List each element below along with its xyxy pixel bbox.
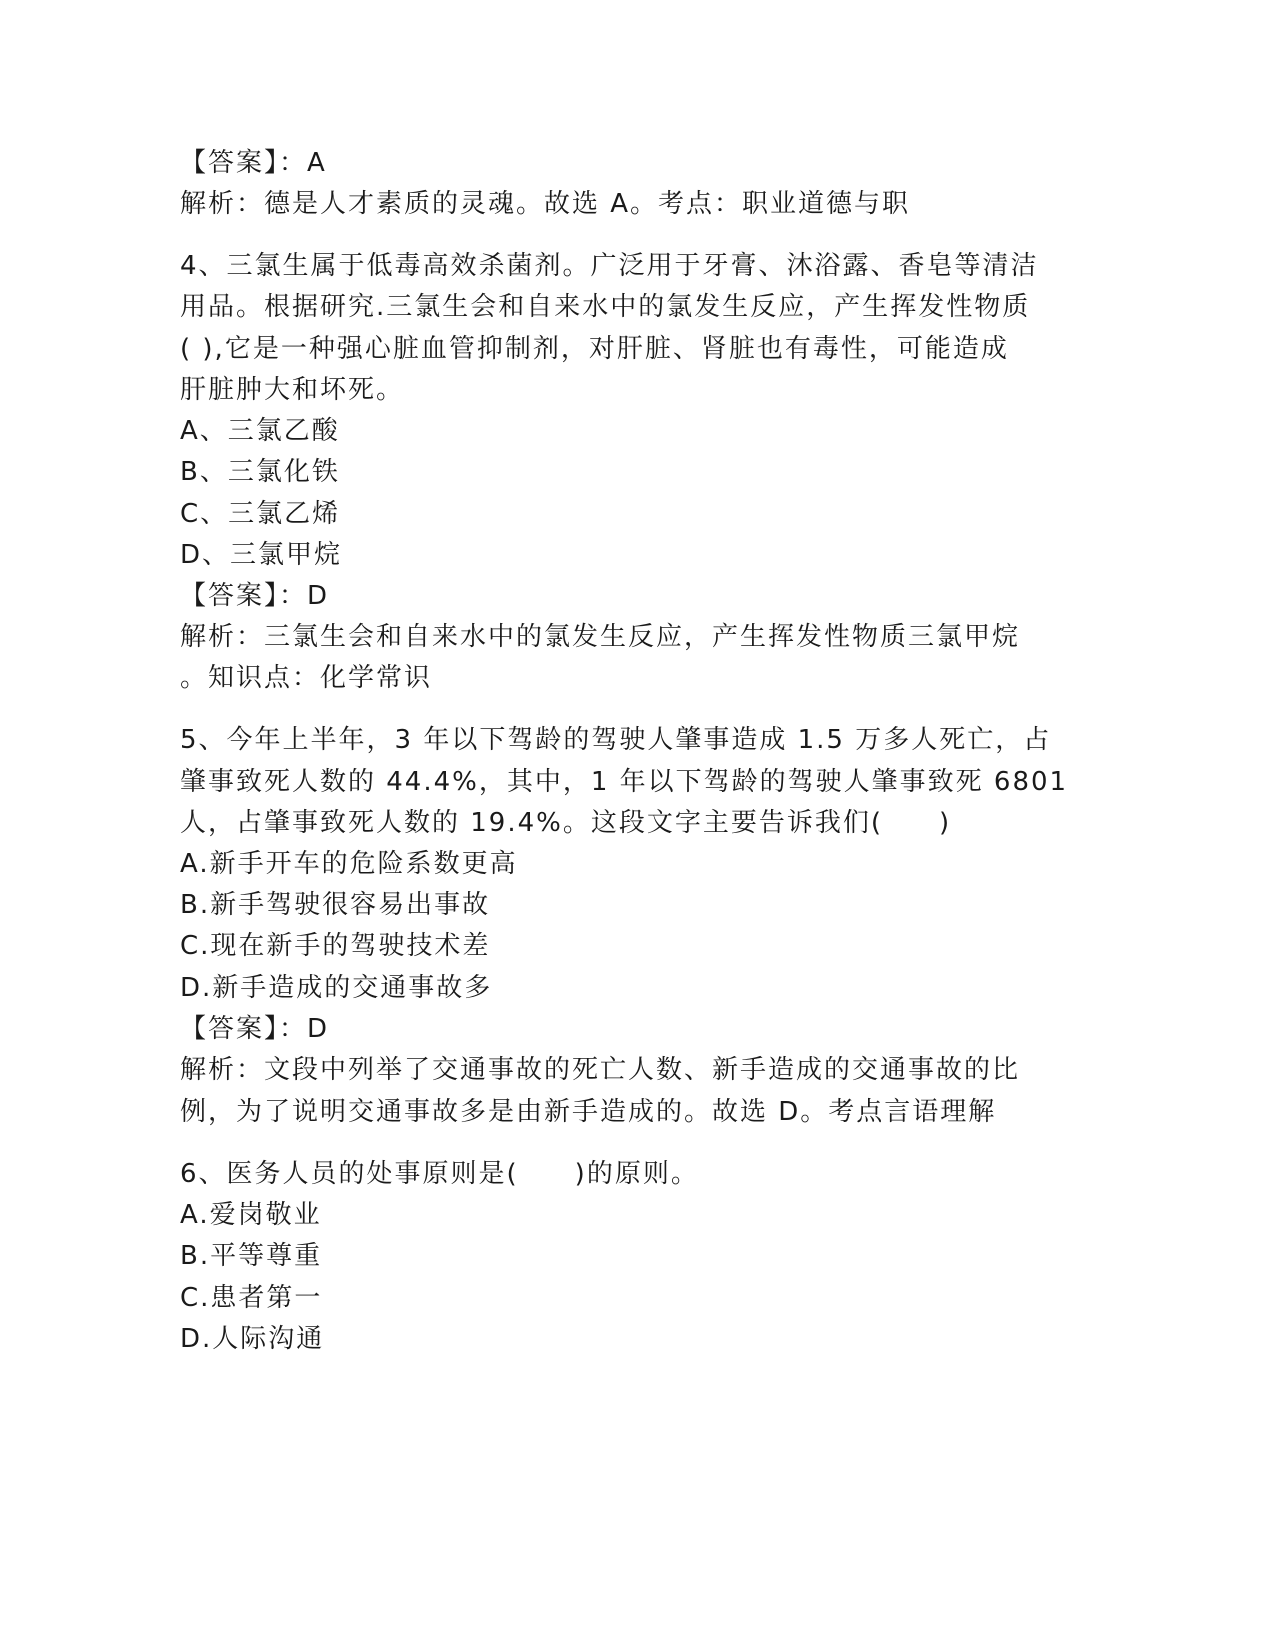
option-a: A.爱岗敬业 — [180, 1200, 322, 1230]
answer-line: 【答案】：D — [180, 1014, 330, 1044]
question-stem-line: 用品。根据研究.三氯生会和自来水中的氯发生反应，产生挥发性物质 — [180, 292, 1031, 322]
option-c: C.患者第一 — [180, 1283, 323, 1313]
option-d: D、三氯甲烷 — [180, 540, 343, 570]
option-d: D.人际沟通 — [180, 1324, 325, 1354]
option-d: D.新手造成的交通事故多 — [180, 973, 493, 1003]
answer-line: 【答案】：D — [180, 581, 330, 611]
analysis-line: 。知识点：化学常识 — [180, 663, 433, 693]
option-a: A、三氯乙酸 — [180, 416, 340, 446]
option-b: B.平等尊重 — [180, 1241, 323, 1271]
option-a: A.新手开车的危险系数更高 — [180, 849, 518, 879]
option-c: C、三氯乙烯 — [180, 499, 341, 529]
answer-line: 【答案】：A — [180, 148, 327, 178]
question-stem-line: ( ),它是一种强心脏血管抑制剂，对肝脏、肾脏也有毒性，可能造成 — [180, 334, 1009, 364]
analysis-line: 解析：三氯生会和自来水中的氯发生反应，产生挥发性物质三氯甲烷 — [180, 622, 1021, 652]
option-b: B.新手驾驶很容易出事故 — [180, 890, 491, 920]
analysis-line: 解析：文段中列举了交通事故的死亡人数、新手造成的交通事故的比 — [180, 1055, 1021, 1085]
question-stem-line: 6、医务人员的处事原则是( )的原则。 — [180, 1159, 699, 1189]
question-stem-line: 人，占肇事致死人数的 19.4%。这段文字主要告诉我们( ) — [180, 808, 952, 838]
question-stem-line: 5、今年上半年，3 年以下驾龄的驾驶人肇事造成 1.5 万多人死亡，占 — [180, 725, 1052, 755]
question-stem-line: 4、三氯生属于低毒高效杀菌剂。广泛用于牙膏、沐浴露、香皂等清洁 — [180, 251, 1039, 281]
option-c: C.现在新手的驾驶技术差 — [180, 931, 491, 961]
analysis-line: 解析：德是人才素质的灵魂。故选 A。考点：职业道德与职 — [180, 189, 911, 219]
analysis-line: 例，为了说明交通事故多是由新手造成的。故选 D。考点言语理解 — [180, 1097, 997, 1127]
option-b: B、三氯化铁 — [180, 457, 340, 487]
question-stem-line: 肇事致死人数的 44.4%，其中，1 年以下驾龄的驾驶人肇事致死 6801 — [180, 767, 1069, 797]
question-stem-line: 肝脏肿大和坏死。 — [180, 375, 405, 405]
